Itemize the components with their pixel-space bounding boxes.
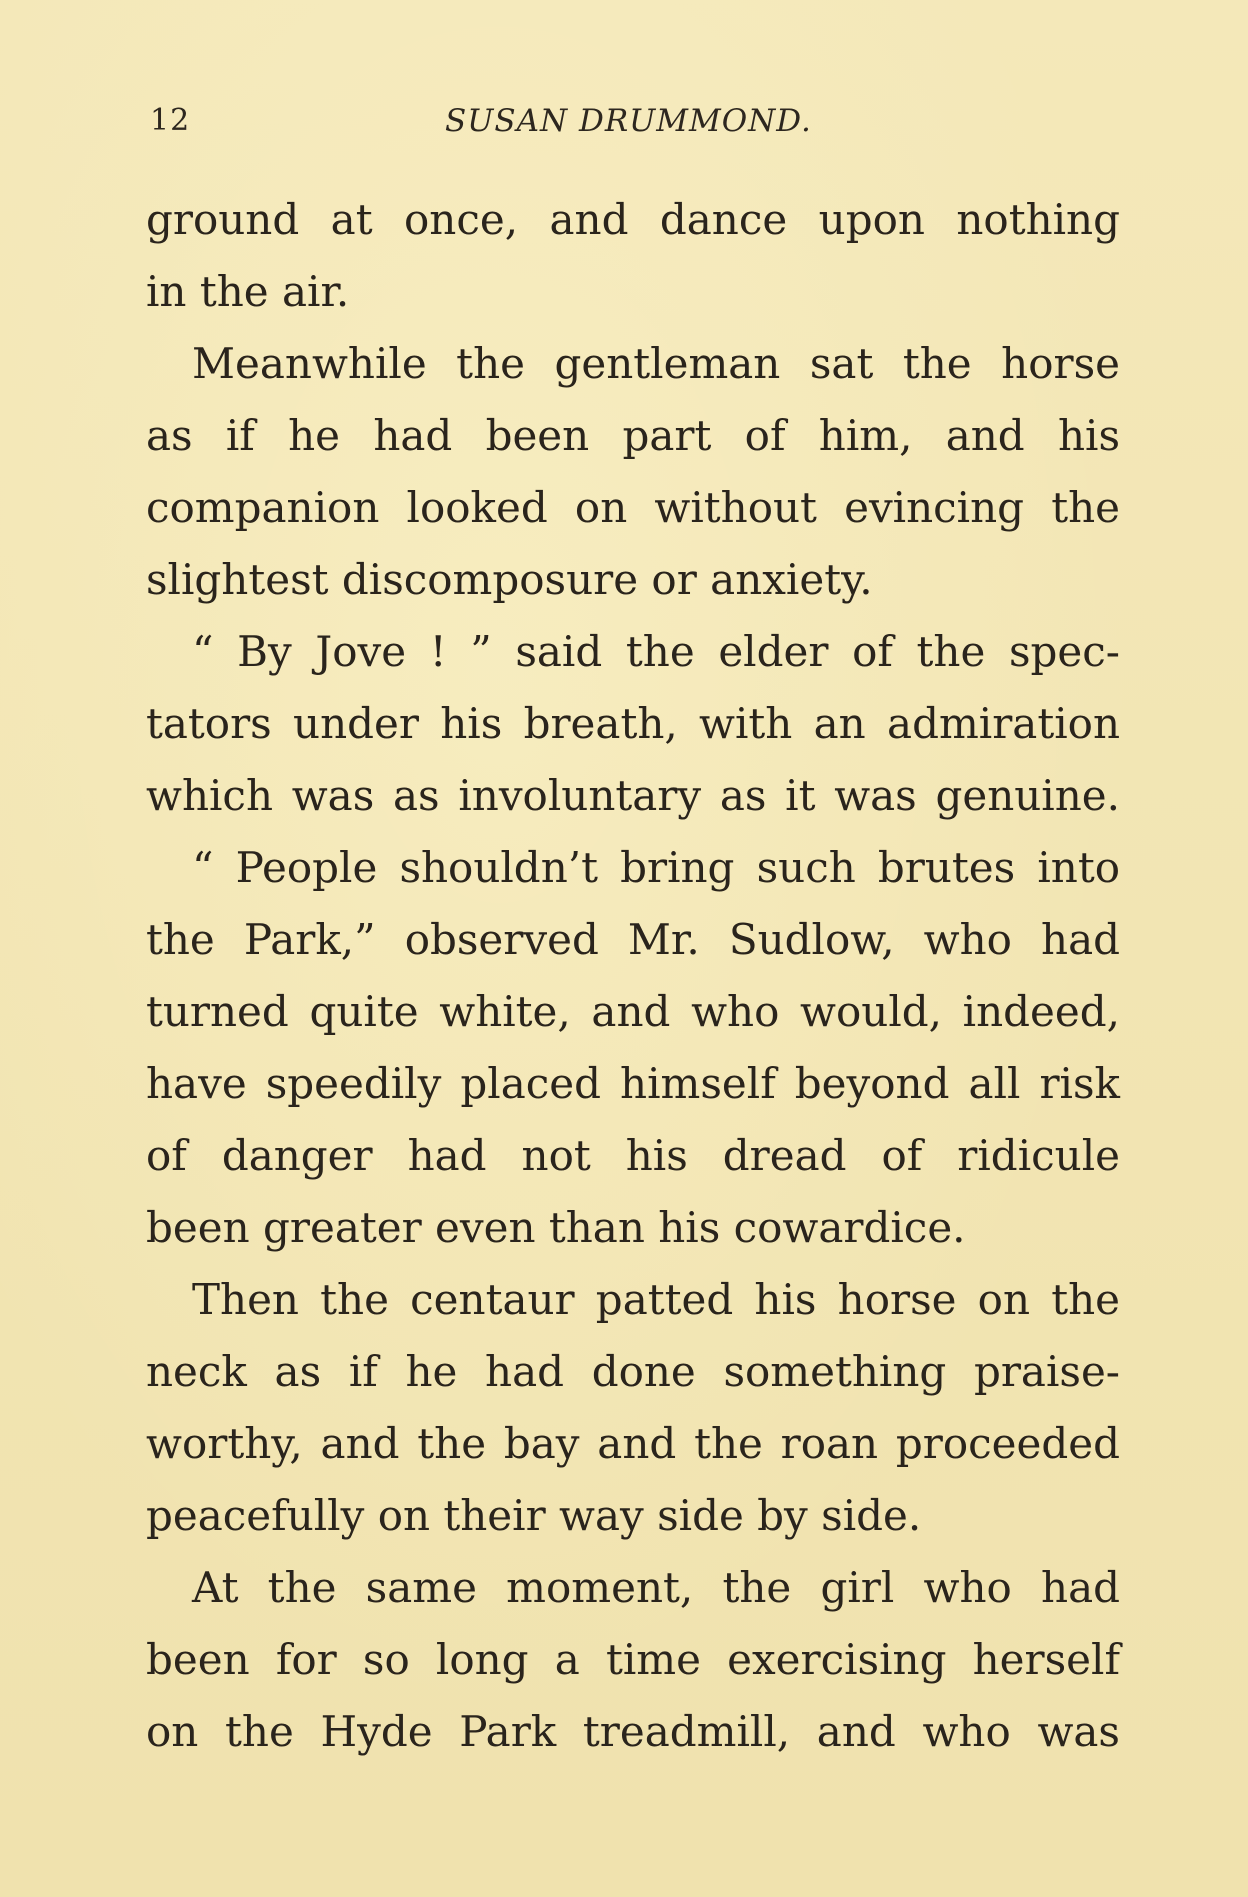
text-line: which was as involuntary as it was genuine. (146, 771, 1120, 820)
text-line: tators under his breath, with an admiration (146, 699, 1120, 748)
text-line: in the air. (146, 267, 350, 316)
text-line: “ People shouldn’t bring such brutes into (192, 843, 1120, 892)
text-line: ground at once, and dance upon nothing (146, 195, 1120, 244)
text-line: At the same moment, the girl who had (192, 1563, 1120, 1612)
text-line: have speedily placed himself beyond all risk (146, 1059, 1120, 1108)
text-line: the Park,” observed Mr. Sudlow, who had (146, 915, 1120, 964)
text-line: been greater even than his cowardice. (146, 1203, 966, 1252)
text-line: slightest discomposure or anxiety. (146, 555, 873, 604)
text-line: peacefully on their way side by side. (146, 1491, 922, 1540)
text-line: turned quite white, and who would, indeed, (146, 987, 1120, 1036)
page-header (150, 103, 1110, 147)
text-line: of danger had not his dread of ridicule (146, 1131, 1120, 1180)
text-line: worthy, and the bay and the roan proceeded (146, 1419, 1120, 1468)
text-line: as if he had been part of him, and his (146, 411, 1120, 460)
text-line: been for so long a time exercising herself (146, 1635, 1120, 1684)
text-line: neck as if he had done something praise- (146, 1347, 1120, 1396)
running-head-title: SUSAN DRUMMOND. (445, 103, 812, 139)
text-line: Meanwhile the gentleman sat the horse (192, 339, 1120, 388)
text-line: on the Hyde Park treadmill, and who was (146, 1707, 1120, 1756)
text-line: companion looked on without evincing the (146, 483, 1120, 532)
text-line: Then the centaur patted his horse on the (192, 1275, 1120, 1324)
page-number: 12 (150, 103, 191, 138)
text-line: “ By Jove ! ” said the elder of the spec- (192, 627, 1120, 676)
body-text (146, 184, 1120, 1768)
